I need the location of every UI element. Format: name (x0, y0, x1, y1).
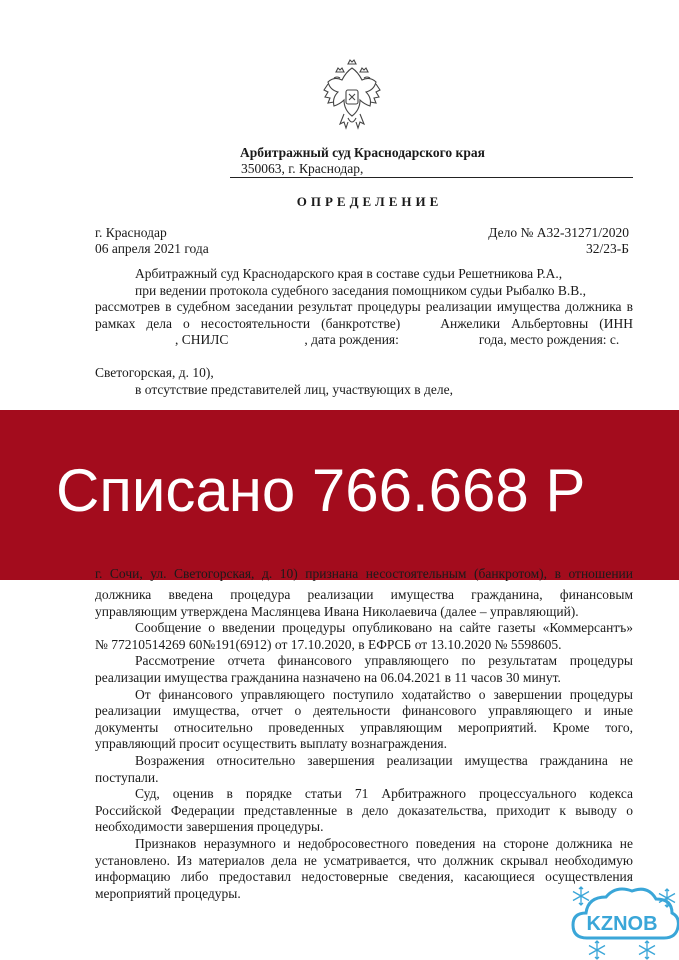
body-line: информацию либо предоставил недостоверные сведения, касающиеся осуществления (95, 869, 633, 885)
body-line: управляющим утверждена Маслянцева Ивана Николаевича (далее – управляющий). (95, 603, 579, 619)
intro-birth-date: , дата рождения: (304, 332, 399, 348)
partially-hidden-line: г. Сочи, ул. Светогорская, д. 10) признана несостоятельным (банкротом), в отношении (95, 566, 633, 581)
court-address: 350063, г. Краснодар, (241, 161, 364, 176)
intro-snils: , СНИЛС (175, 332, 229, 348)
body-line: управляющий просит осуществить выплату вознаграждения. (95, 736, 447, 752)
intro-case-type: рамках дела о несостоятельности (банкротстве) (95, 315, 401, 331)
intro-paragraph-review-line1: рассмотрев в судебном заседании результат процедуры реализации имущества должника в (95, 299, 633, 315)
intro-block (95, 266, 633, 398)
document-date: 06 апреля 2021 года (95, 241, 209, 256)
case-number: Дело № А32-31271/2020 (488, 225, 629, 240)
body-line: мероприятий процедуры. (95, 885, 241, 901)
body-line: Рассмотрение отчета финансового управляющего по результатам процедуры (135, 653, 633, 669)
body-line: реализации имущества, отчет о деятельности финансового управляющего и иные (95, 703, 633, 719)
body-line: реализации имущества гражданина назначено на 06.04.2021 в 11 часов 30 минут. (95, 669, 561, 685)
body-line: Российской Федерации представленные в дело доказательства, приходит к выводу о (95, 802, 633, 818)
intro-birth-place: года, место рождения: с. (478, 332, 620, 348)
intro-paragraph-protocol: при ведении протокола судебного заседания помощником судьи Рыбалко В.В., (135, 282, 586, 298)
promo-banner-text: Списано 766.668 Р (56, 457, 586, 524)
document-city: г. Краснодар (95, 225, 167, 240)
intro-paragraph-review-line2 (95, 316, 633, 333)
intro-debtor-name: Анжелики Альбертовны (ИНН (440, 315, 633, 331)
intro-paragraph-address: Светогорская, д. 10), (95, 364, 214, 380)
document-meta-left (95, 225, 209, 257)
kznob-logo (567, 880, 677, 958)
court-name: Арбитражный суд Краснодарского края (240, 145, 485, 160)
body-line: должника введена процедура реализации имущества гражданина, финансовым (95, 587, 633, 602)
body-line: необходимости завершения процедуры. (95, 819, 324, 835)
header-divider (230, 177, 633, 178)
body-line: Признаков неразумного и недобросовестного поведения на стороне должника не (135, 835, 633, 851)
body-line: Возражения относительно завершения реализации имущества гражданина не (135, 752, 633, 768)
body-line: Суд, оценив в порядке статьи 71 Арбитражного процессуального кодекса (135, 786, 633, 802)
body-line: От финансового управляющего поступило ходатайство о завершении процедуры (135, 686, 633, 702)
body-block (95, 587, 633, 902)
intro-paragraph-judge: Арбитражный суд Краснодарского края в составе судьи Решетникова Р.А., (135, 266, 563, 281)
body-line: документы относительно проведенных управляющим мероприятий. Кроме того, (95, 719, 633, 735)
document-title: ОПРЕДЕЛЕНИЕ (296, 194, 443, 209)
body-line: установлено. Из материалов дела не усматривается, что должник скрывал необходимую (95, 852, 633, 868)
kznob-logo-text: KZNOB (586, 913, 658, 935)
document-meta-right (488, 225, 629, 257)
intro-paragraph-review-line3 (95, 332, 633, 349)
intro-paragraph-absence: в отсутствие представителей лиц, участвующих в деле, (135, 381, 453, 397)
body-line: Сообщение о введении процедуры опубликовано на сайте газеты «Коммерсантъ» (135, 620, 633, 636)
coat-of-arms-icon (322, 58, 382, 138)
body-line: поступали. (95, 769, 159, 785)
case-suffix: 32/23-Б (586, 241, 629, 256)
body-line: № 77210514269 60№191(6912) от 17.10.2020, в ЕФРСБ от 13.10.2020 № 5598605. (95, 636, 562, 652)
